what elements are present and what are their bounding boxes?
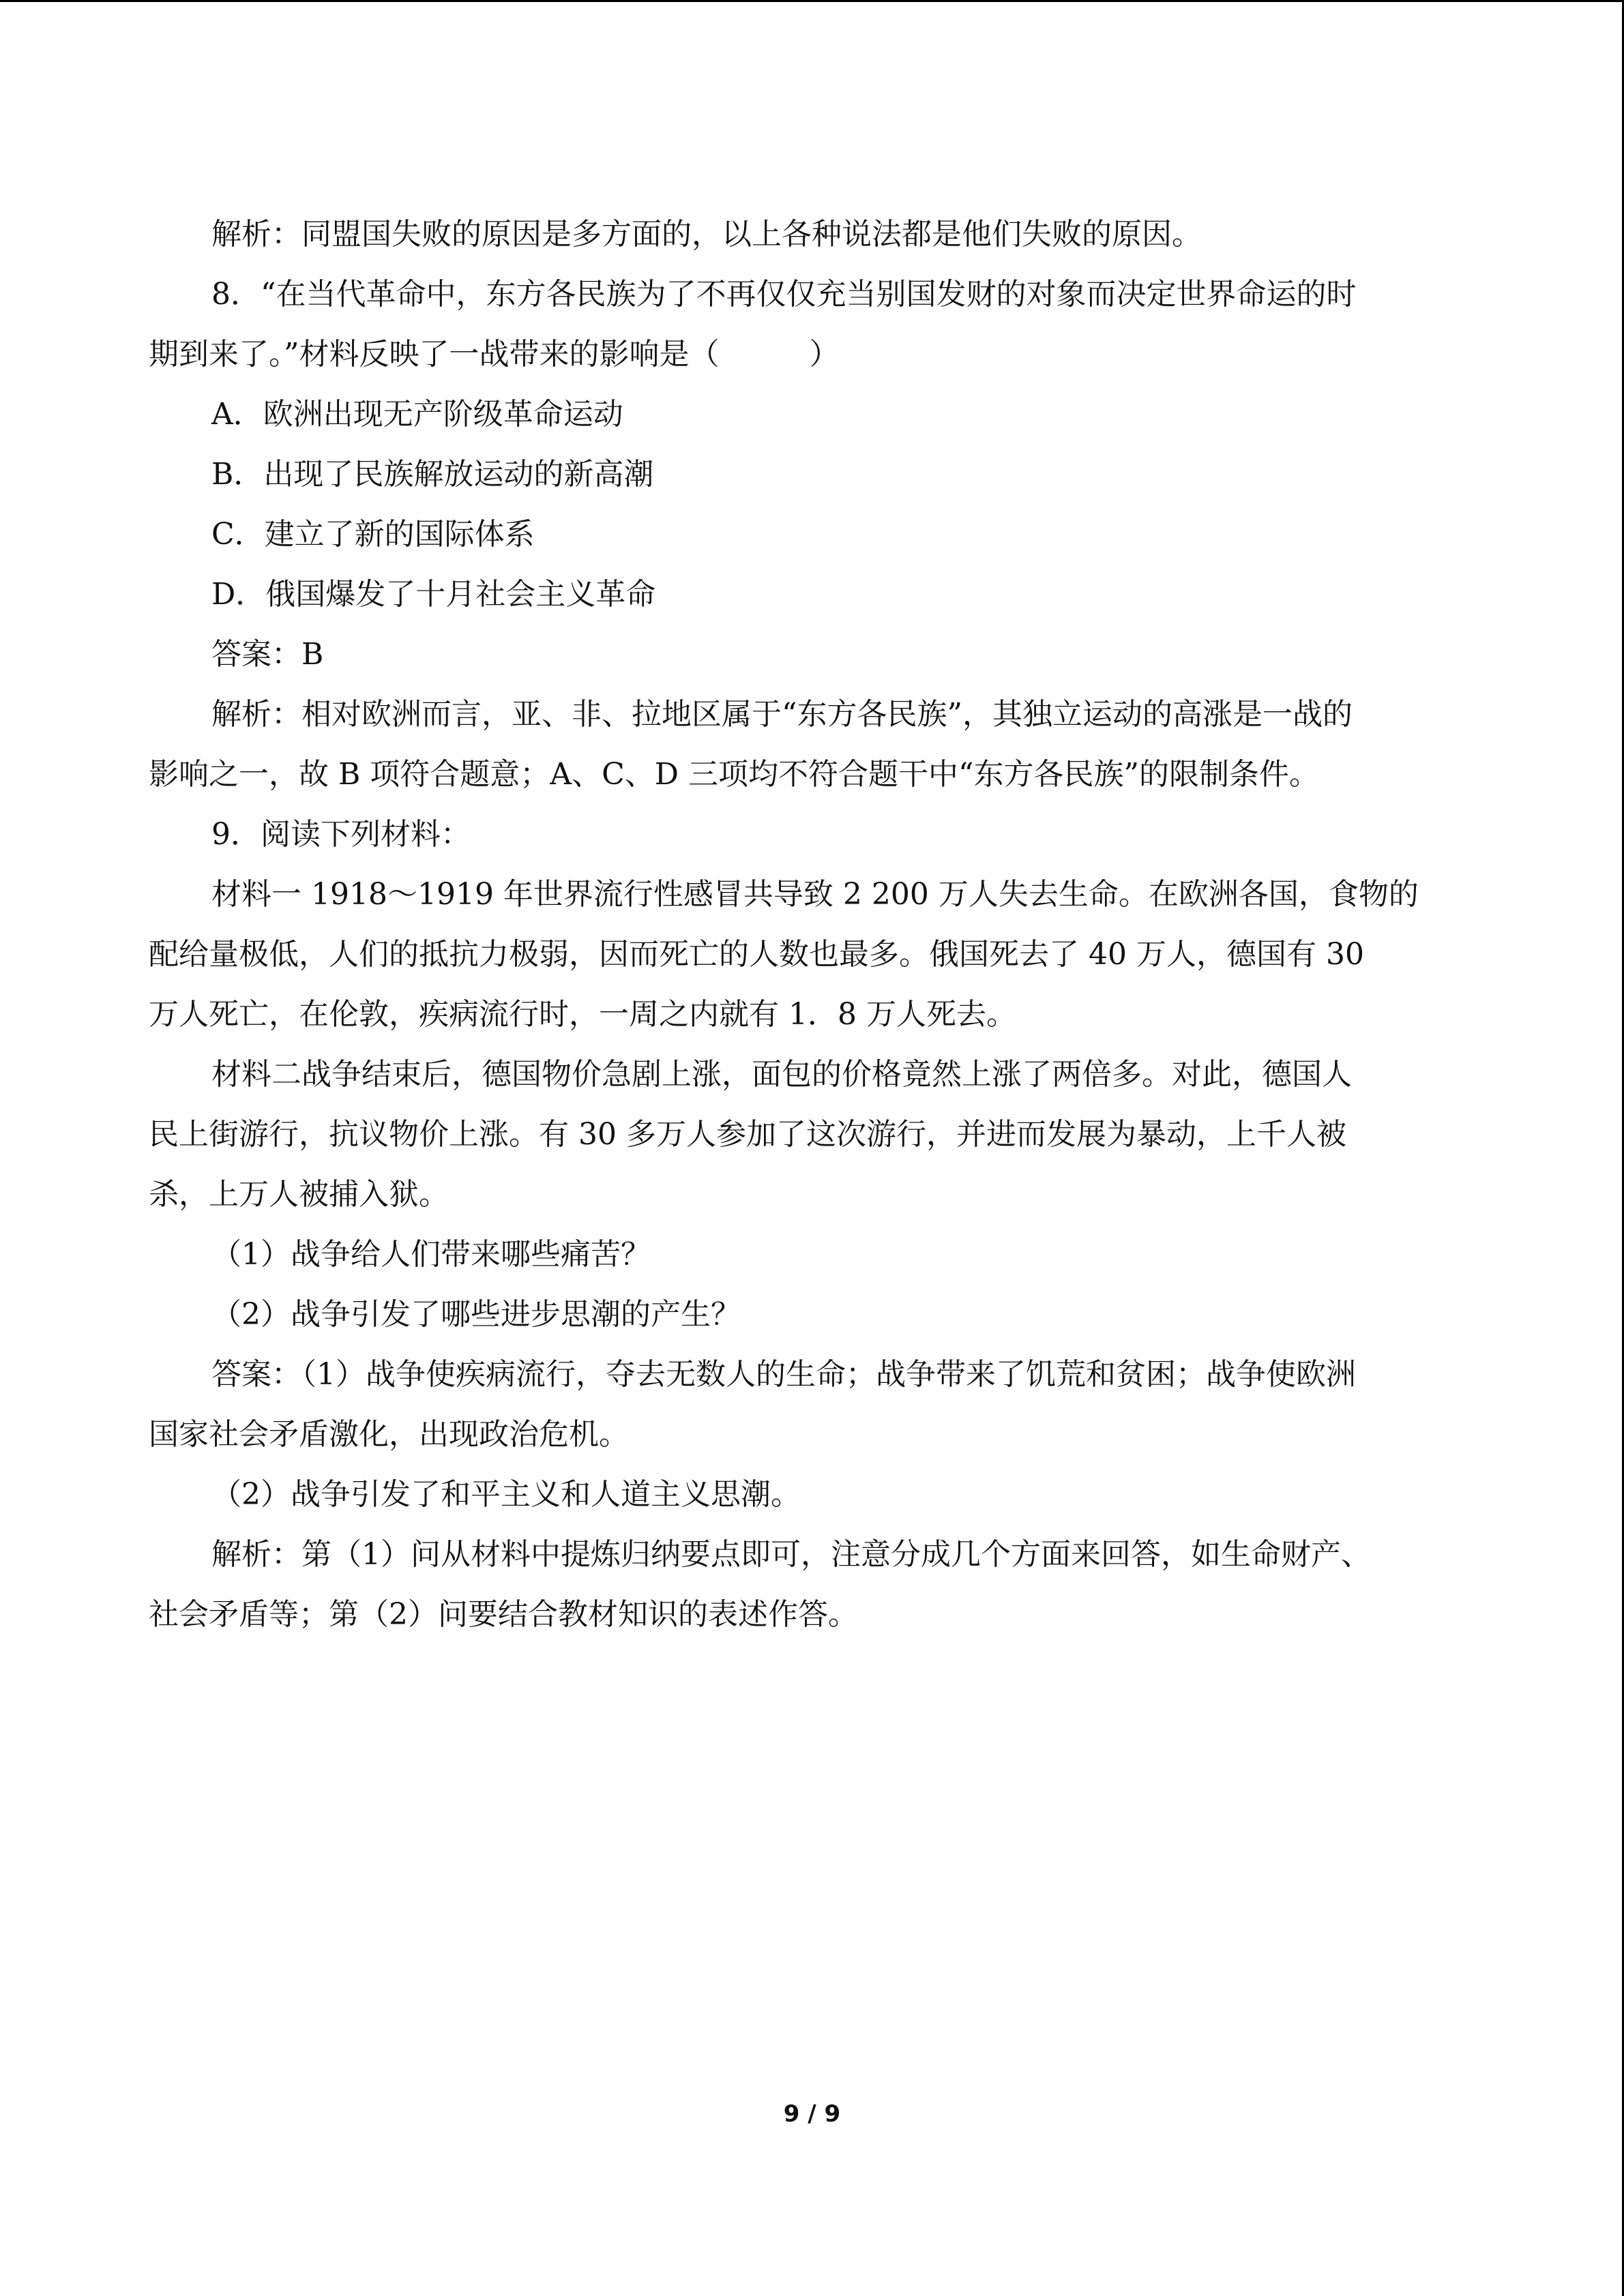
material-2-line3: 杀，上万人被捕入狱。 <box>149 1177 449 1212</box>
material-1-line3: 万人死亡，在伦敦，疾病流行时，一周之内就有 1．8 万人死去。 <box>149 997 1016 1032</box>
page-number: 9 / 9 <box>783 2100 841 2128</box>
material-1-line1: 材料一 1918～1919 年世界流行性感冒共导致 2 200 万人失去生命。在欧洲各国，食物的 <box>211 877 1419 912</box>
question-8-option-c: C．建立了新的国际体系 <box>211 517 535 552</box>
question-9-analysis-line1: 解析：第（1）问从材料中提炼归纳要点即可，注意分成几个方面来回答，如生命财产、 <box>211 1537 1371 1572</box>
analysis-q7: 解析：同盟国失败的原因是多方面的，以上各种说法都是他们失败的原因。 <box>211 217 1202 252</box>
page-border-top <box>0 0 1624 2</box>
question-9-sub2: （2）战争引发了哪些进步思潮的产生？ <box>211 1297 741 1332</box>
material-2-line2: 民上街游行，抗议物价上涨。有 30 多万人参加了这次游行，并进而发展为暴动，上千人被 <box>149 1117 1346 1152</box>
material-1-line2: 配给量极低，人们的抵抗力极弱，因而死亡的人数也最多。俄国死去了 40 万人，德国有 30 <box>149 937 1364 972</box>
material-2-line1: 材料二战争结束后，德国物价急剧上涨，面包的价格竟然上涨了两倍多。对此，德国人 <box>211 1057 1352 1092</box>
question-8-option-a: A．欧洲出现无产阶级革命运动 <box>211 397 623 432</box>
question-8-option-b: B．出现了民族解放运动的新高潮 <box>211 457 654 492</box>
question-9-analysis-line2: 社会矛盾等；第（2）问要结合教材知识的表述作答。 <box>149 1597 858 1632</box>
question-9-sub1: （1）战争给人们带来哪些痛苦？ <box>211 1237 651 1272</box>
document-body <box>149 205 1472 1645</box>
question-9-answer-line2: 国家社会矛盾激化，出现政治危机。 <box>149 1417 629 1452</box>
question-8-stem-line1: 8．“在当代革命中，东方各民族为了不再仅仅充当别国发财的对象而决定世界命运的时 <box>211 277 1357 312</box>
question-8-answer: 答案：B <box>211 637 324 672</box>
question-8-analysis-line2: 影响之一，故 B 项符合题意；A、C、D 三项均不符合题干中“东方各民族”的限制条件。 <box>149 757 1319 792</box>
question-8-stem-line2: 期到来了。”材料反映了一战带来的影响是（ ） <box>149 337 840 372</box>
question-9-answer-line1: 答案：（1）战争使疾病流行，夺去无数人的生命；战争带来了饥荒和贫困；战争使欧洲 <box>211 1357 1356 1392</box>
question-9-stem: 9．阅读下列材料： <box>211 817 471 852</box>
question-9-answer-line3: （2）战争引发了和平主义和人道主义思潮。 <box>211 1477 801 1512</box>
question-8-option-d: D．俄国爆发了十月社会主义革命 <box>211 577 656 612</box>
question-8-analysis-line1: 解析：相对欧洲而言，亚、非、拉地区属于“东方各民族”，其独立运动的高涨是一战的 <box>211 697 1353 732</box>
